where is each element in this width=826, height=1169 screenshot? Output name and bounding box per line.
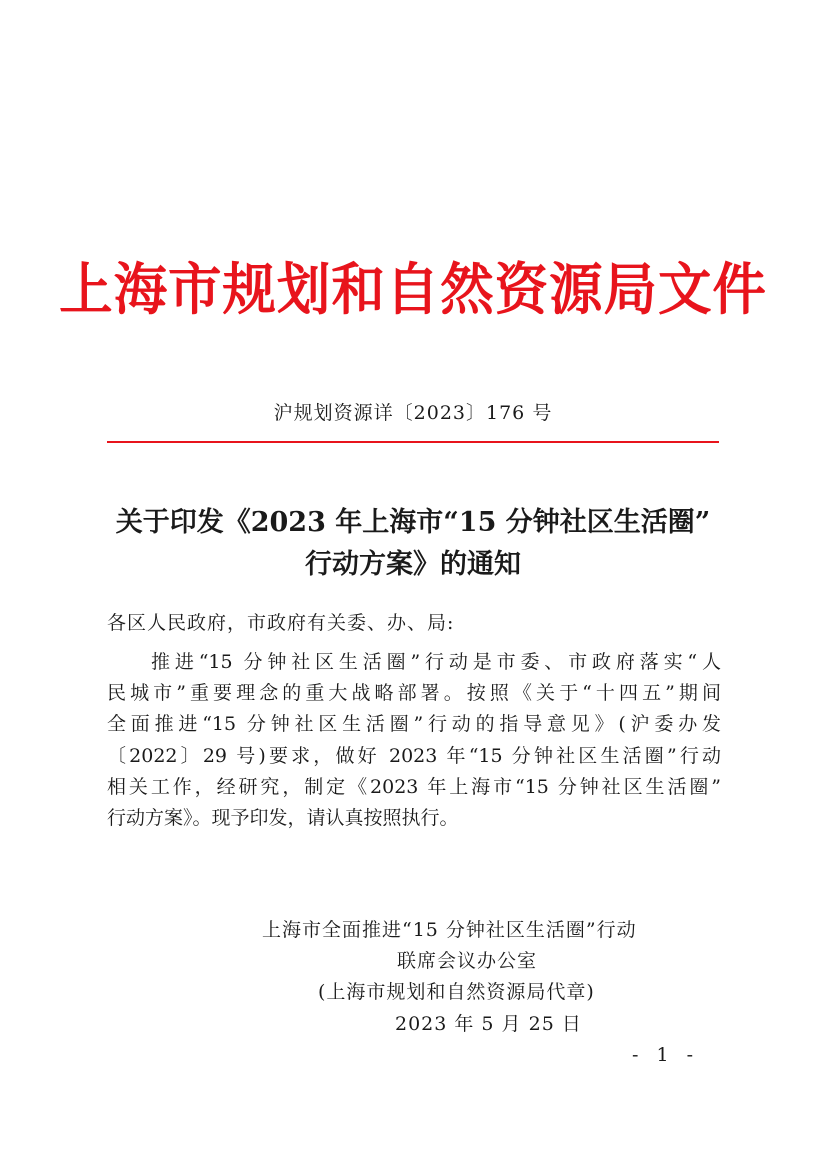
red-separator-line (107, 441, 719, 443)
body-line-1: 推进“15 分钟社区生活圈”行动是市委、市政府落实“人 (151, 651, 721, 673)
signature-date: 2023 年 5 月 25 日 (395, 1012, 582, 1035)
salutation: 各区人民政府，市政府有关委、办、局: (107, 612, 455, 634)
body-line-4: 〔2022〕29 号)要求，做好 2023 年“15 分钟社区生活圈”行动 (107, 744, 721, 767)
signature-block (200, 915, 750, 1040)
document-number: 沪规划资源详〔2023〕176 号 (273, 402, 553, 424)
body-line-3: 全面推进“15 分钟社区生活圈”行动的指导意见》(沪委办发 (107, 713, 721, 736)
signature-proxy-seal-note: (上海市规划和自然资源局代章) (318, 981, 595, 1004)
notice-title-line-1: 关于印发《2023 年上海市“15 分钟社区生活圈” (115, 507, 711, 538)
signature-issuer-line-1: 上海市全面推进“15 分钟社区生活圈”行动 (262, 919, 637, 941)
notice-title (90, 502, 736, 586)
notice-title-line-2: 行动方案》的通知 (305, 549, 521, 580)
signature-issuer-line-2: 联席会议办公室 (397, 950, 538, 973)
body-line-5: 相关工作，经研究，制定《2023 年上海市“15 分钟社区生活圈” (107, 775, 721, 798)
document-masthead: 上海市规划和自然资源局文件 (59, 257, 767, 323)
notice-body (107, 647, 721, 834)
body-line-2: 民城市”重要理念的重大战略部署。按照《关于“十四五”期间 (107, 682, 721, 705)
page-number: - 1 - (632, 1044, 700, 1066)
body-line-6: 行动方案》。现予印发，请认真按照执行。 (107, 807, 459, 830)
